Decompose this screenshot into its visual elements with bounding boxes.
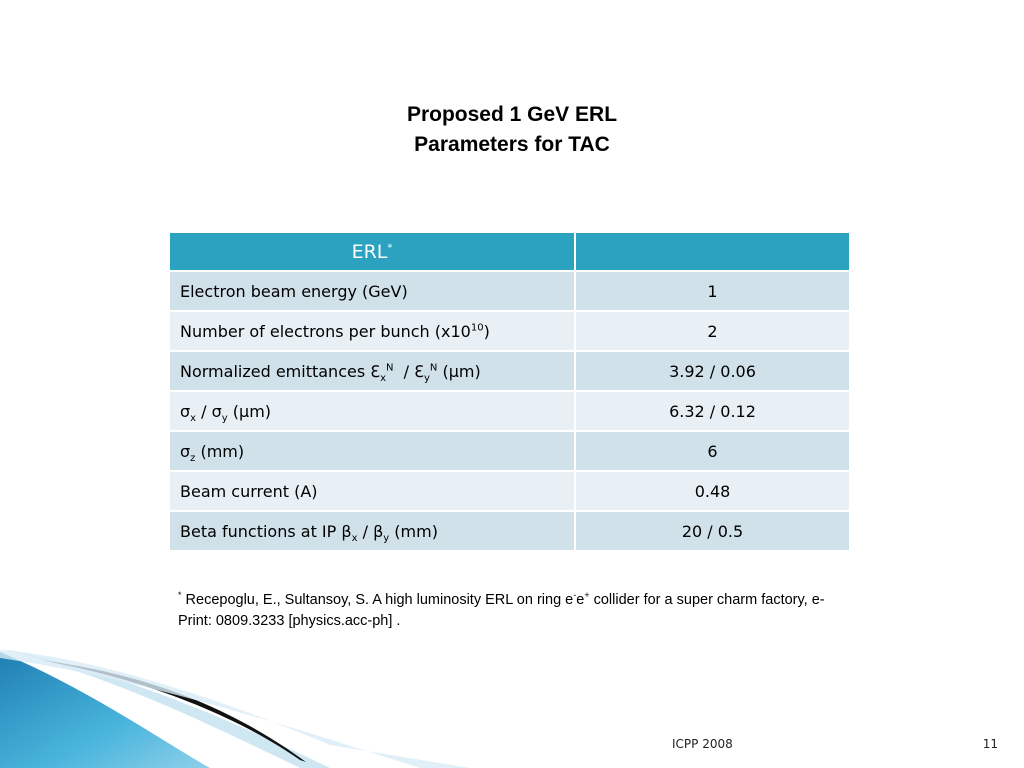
row-label-text: Beam current (A) — [180, 481, 318, 501]
row-label-text: Electron beam energy (GeV) — [180, 281, 408, 301]
row-label-text: Beta functions at IP β — [180, 521, 352, 541]
exponent: 10 — [470, 322, 484, 334]
row-label-suffix: ) — [483, 321, 490, 341]
title-line-2: Parameters for TAC — [414, 133, 610, 156]
header-label: ERL — [351, 240, 388, 263]
row-value: 0.48 — [575, 471, 850, 511]
row-label — [169, 311, 575, 351]
separator: / — [393, 361, 415, 381]
footnote — [178, 590, 828, 632]
separator: / β — [357, 521, 384, 541]
row-label — [169, 471, 575, 511]
superscript: N — [386, 362, 394, 374]
row-value: 6.32 / 0.12 — [575, 391, 850, 431]
footer-conference: ICPP 2008 — [672, 737, 733, 751]
row-label — [169, 271, 575, 311]
footnote-sup-b: + — [584, 590, 590, 601]
row-label-suffix: (µm) — [437, 361, 481, 381]
subscript: x — [380, 372, 386, 384]
epsilon-symbol: ℇ — [414, 361, 424, 381]
row-label-text: Normalized emittances — [180, 361, 371, 381]
sigma-symbol: σ — [180, 401, 191, 421]
parameters-table — [168, 231, 851, 552]
row-label — [169, 511, 575, 551]
sigma-symbol: σ — [180, 441, 191, 461]
row-label — [169, 351, 575, 391]
table-row — [169, 431, 850, 471]
row-label-suffix: (mm) — [195, 441, 245, 461]
decorative-swoosh — [0, 640, 470, 768]
row-label-suffix: (µm) — [227, 401, 272, 421]
table-row — [169, 511, 850, 551]
subscript: y — [383, 532, 390, 544]
row-value: 6 — [575, 431, 850, 471]
table-row — [169, 471, 850, 511]
footnote-text-a: Recepoglu, E., Sultansoy, S. A high luminosity ERL on ring e — [181, 592, 574, 608]
slide-title — [0, 100, 1024, 160]
table-header-row — [169, 232, 850, 271]
subscript: x — [351, 532, 358, 544]
superscript: N — [429, 362, 438, 374]
subscript: z — [190, 452, 196, 464]
epsilon-symbol: ℇ — [370, 361, 381, 381]
row-label-text: Number of electrons per bunch (x10 — [180, 321, 471, 341]
page-number: 11 — [982, 737, 998, 751]
footnote-sup-a: - — [573, 590, 577, 601]
table-row — [169, 311, 850, 351]
row-value: 3.92 / 0.06 — [575, 351, 850, 391]
subscript: x — [190, 412, 197, 424]
footnote-text-c: collider for a super charm factory, e-Print: 0809.3233 [physics.acc-ph] . — [178, 592, 825, 629]
row-value: 1 — [575, 271, 850, 311]
separator: / — [196, 401, 212, 421]
header-footnote-mark: * — [387, 242, 393, 254]
subscript: y — [221, 412, 228, 424]
row-value: 2 — [575, 311, 850, 351]
row-label — [169, 431, 575, 471]
title-line-1: Proposed 1 GeV ERL — [406, 103, 618, 126]
subscript: y — [423, 372, 430, 384]
row-label — [169, 391, 575, 431]
footnote-text-b: e — [576, 592, 585, 608]
row-value: 20 / 0.5 — [575, 511, 850, 551]
table-row — [169, 351, 850, 391]
row-label-suffix: (mm) — [389, 521, 438, 541]
table-row — [169, 271, 850, 311]
footnote-mark: * — [178, 590, 182, 601]
table-row — [169, 391, 850, 431]
header-value-cell — [575, 232, 850, 271]
sigma-symbol: σ — [211, 401, 222, 421]
header-label-cell — [169, 232, 575, 271]
